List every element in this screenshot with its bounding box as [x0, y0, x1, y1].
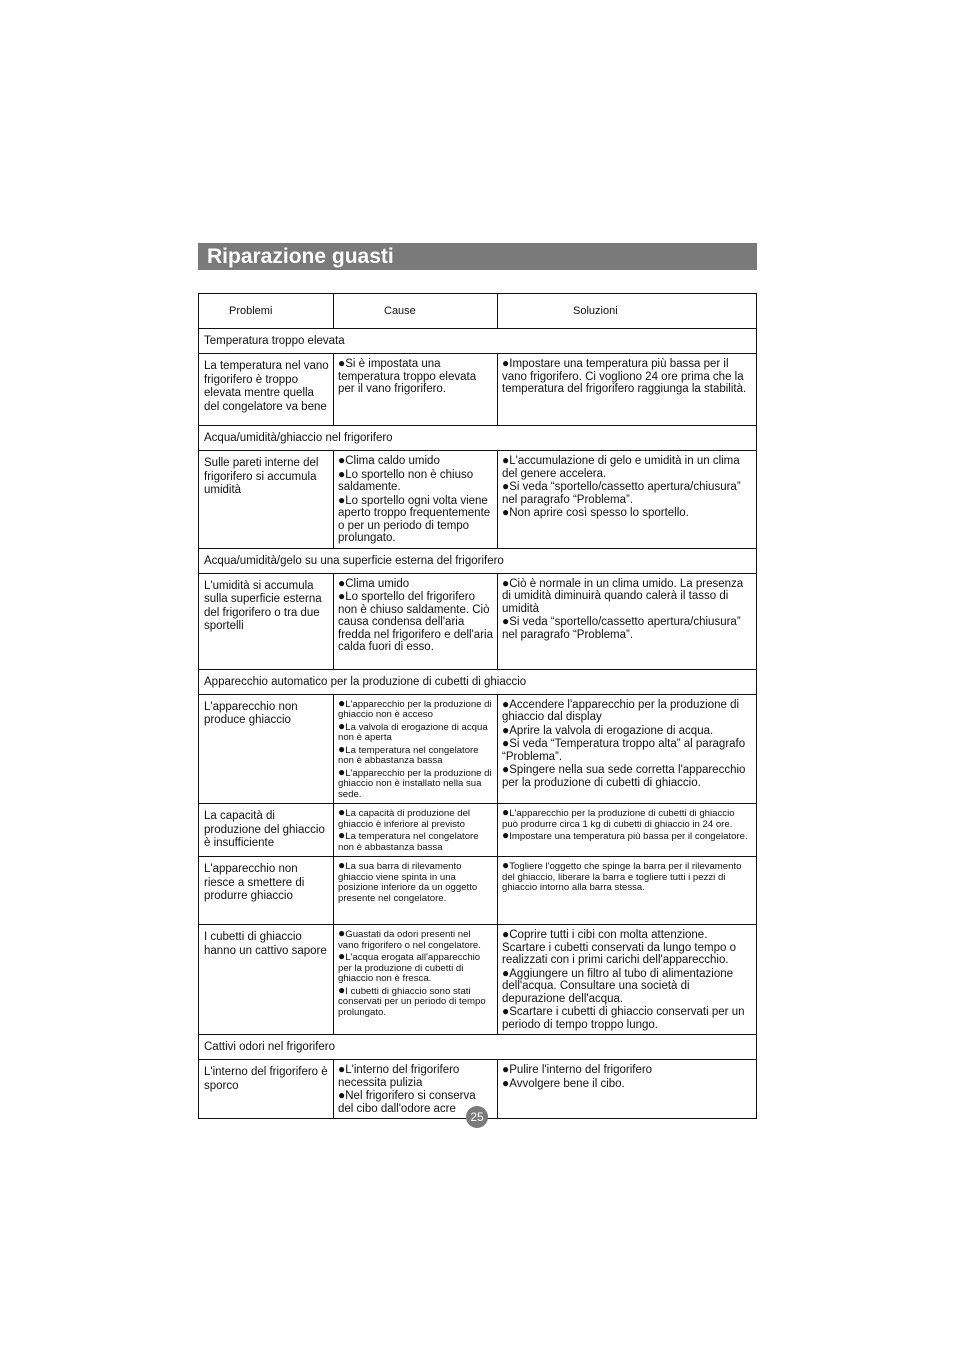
list-item-text: L'apparecchio per la produzione di ghiaccio non è acceso: [338, 698, 492, 720]
list-item: [338, 764, 493, 801]
causes-cell: [334, 695, 498, 804]
section-title: Acqua/umidità/ghiaccio nel frigorifero: [204, 432, 393, 444]
list-item: [338, 454, 493, 468]
causes-cell: [334, 925, 498, 1034]
list-item-text: Impostare una temperatura più bassa per il congelatore.: [509, 831, 748, 842]
list-item: [338, 468, 493, 494]
causes-cell: [334, 804, 498, 856]
table-row: [199, 353, 756, 425]
list-item-text: Nel frigorifero si conserva del cibo dall'odore acre: [338, 1090, 476, 1115]
list-item-text: La temperatura nel congelatore non è abbastanza bassa: [338, 831, 479, 853]
list-item-text: Si veda “sportello/cassetto apertura/chiusura” nel paragrafo “Problema”.: [502, 616, 741, 641]
list-item: [338, 718, 493, 744]
bullet-icon: ●: [338, 805, 346, 819]
list-item-text: Scartare i cubetti di ghiaccio conservati per un periodo di tempo troppo lungo.: [502, 1006, 745, 1031]
list-item-text: La sua barra di rilevamento ghiaccio viene spinta in una posizione inferiore da un oggetto presente nel congelatore.: [338, 861, 478, 904]
title-bar: [198, 243, 757, 270]
list-item: [338, 982, 493, 1019]
list-item: [502, 480, 752, 506]
bullet-icon: ●: [502, 805, 510, 819]
problem-cell: L'umidità si accumula sulla superficie esterna del frigorifero o tra due sportelli: [199, 574, 334, 669]
bullet-icon: ●: [502, 828, 510, 842]
list-item-text: Spingere nella sua sede corretta l'apparecchio per la produzione di cubetti di ghiaccio.: [502, 764, 746, 789]
bullet-icon: ●: [502, 762, 510, 776]
problem-cell: Sulle pareti interne del frigorifero si accumula umidità: [199, 451, 334, 548]
list-item-text: La temperatura nel congelatore non è abbastanza bassa: [338, 744, 479, 766]
page-number: 25: [466, 1106, 488, 1128]
list-item-text: Coprire tutti i cibi con molta attenzione. Scartare i cubetti conservati da lungo tempo o realizzati con i primi carichi dell'apparecchio.: [502, 929, 736, 966]
bullet-icon: ●: [502, 1062, 510, 1076]
header-solutions: Soluzioni: [573, 305, 618, 317]
list-item-text: Si veda “Temperatura troppo alta” al paragrafo “Problema”.: [502, 738, 746, 763]
list-item-text: L'apparecchio per la produzione di ghiaccio non è installato nella sua sede.: [338, 767, 492, 800]
table-header-row: [199, 294, 756, 328]
list-item: [338, 741, 493, 767]
solutions-cell: [498, 354, 756, 425]
problem-cell: L'apparecchio non produce ghiaccio: [199, 695, 334, 804]
list-item: [502, 1063, 752, 1077]
causes-cell: [334, 354, 498, 425]
list-item-text: Accendere l'apparecchio per la produzione di ghiaccio dal display: [502, 698, 740, 723]
bullet-icon: ●: [502, 1004, 510, 1018]
bullet-icon: ●: [338, 926, 346, 940]
problem-cell: La temperatura nel vano frigorifero è troppo elevata mentre quella del congelatore va bene: [199, 354, 334, 425]
list-item: [502, 615, 752, 641]
list-item: [338, 860, 493, 904]
list-item: [338, 807, 493, 830]
list-item: [338, 951, 493, 985]
list-item-text: Clima umido: [345, 577, 410, 590]
list-item-text: La capacità di produzione del ghiaccio è inferiore al previsto: [338, 808, 471, 830]
bullet-icon: ●: [338, 695, 346, 710]
bullet-icon: ●: [338, 453, 346, 467]
bullet-icon: ●: [502, 453, 510, 467]
page-title: Riparazione guasti: [207, 245, 394, 268]
section-title: Acqua/umidità/gelo su una superficie esterna del frigorifero: [204, 554, 504, 567]
section-title: Cattivi odori nel frigorifero: [204, 1041, 336, 1053]
list-item: [502, 807, 752, 830]
bullet-icon: ●: [502, 505, 510, 519]
section-row: [199, 1034, 756, 1059]
list-item-text: Impostare una temperatura più bassa per il vano frigorifero. Ci vogliono 24 ore prima che la temperatura del frigorifero raggiunga la stabilità.: [502, 358, 747, 395]
list-item: [338, 830, 493, 853]
list-item-text: I cubetti di ghiaccio sono stati conservati per un periodo di tempo prolungato.: [338, 985, 486, 1018]
bullet-icon: ●: [338, 492, 346, 507]
list-item-text: Pulire l'interno del frigorifero: [509, 1064, 653, 1076]
list-item-text: Si veda “sportello/cassetto apertura/chiusura” nel paragrafo “Problema”.: [502, 481, 741, 506]
list-item: [502, 860, 752, 894]
table-row: [199, 573, 756, 669]
list-item-text: Clima caldo umido: [345, 455, 440, 467]
bullet-icon: ●: [338, 356, 346, 370]
solutions-cell: [498, 574, 756, 669]
bullet-icon: ●: [338, 982, 346, 997]
solutions-cell: [498, 695, 756, 804]
bullet-icon: ●: [502, 696, 510, 711]
bullet-icon: ●: [502, 858, 510, 872]
list-item-text: L'interno del frigorifero necessita pulizia: [338, 1064, 460, 1089]
header-problems: Problemi: [199, 294, 334, 328]
list-item: [502, 1077, 752, 1091]
table-row: [199, 924, 756, 1034]
bullet-icon: ●: [338, 589, 346, 603]
list-item: [338, 1063, 493, 1089]
problem-cell: La capacità di produzione del ghiaccio è insufficiente: [199, 804, 334, 856]
list-item-text: Si è impostata una temperatura troppo elevata per il vano frigorifero.: [338, 358, 477, 395]
list-item: [502, 928, 752, 967]
list-item: [502, 967, 752, 1006]
list-item: [502, 357, 752, 396]
list-item-text: L'accumulazione di gelo e umidità in un clima del genere accelera.: [502, 455, 740, 480]
list-item: [502, 1005, 752, 1031]
problem-cell: I cubetti di ghiaccio hanno un cattivo sapore: [199, 925, 334, 1034]
list-item-text: Ciò è normale in un clima umido. La presenza di umidità diminuirà quando calerà il tasso di umidità: [502, 577, 744, 615]
list-item-text: Lo sportello ogni volta viene aperto troppo frequentemente o per un periodo di tempo prolungato.: [338, 494, 491, 544]
bullet-icon: ●: [338, 718, 346, 733]
list-item: [502, 506, 752, 520]
table-row: [199, 803, 756, 856]
list-item: [502, 724, 752, 738]
list-item-text: Guastati da odori presenti nel vano frigorifero o nel congelatore.: [338, 929, 481, 951]
list-item-text: Lo sportello non è chiuso saldamente.: [338, 468, 474, 493]
list-item-text: Non aprire così spesso lo sportello.: [509, 507, 689, 519]
section-title: Temperatura troppo elevata: [204, 335, 345, 347]
list-item: [338, 695, 493, 721]
table-row: [199, 856, 756, 924]
list-item: [502, 830, 752, 843]
bullet-icon: ●: [338, 858, 346, 872]
list-item-text: Aprire la valvola di erogazione di acqua.: [509, 724, 714, 737]
bullet-icon: ●: [502, 965, 510, 980]
list-item-text: L'acqua erogata all'apparecchio per la produzione di cubetti di ghiaccio non è fresca.: [338, 952, 481, 984]
bullet-icon: ●: [502, 575, 510, 590]
bullet-icon: ●: [502, 356, 510, 370]
section-row: [199, 328, 756, 353]
section-row: [199, 669, 756, 694]
list-item-text: L'apparecchio per la produzione di cubetti di ghiaccio può produrre circa 1 kg di cubetti di ghiaccio in 24 ore.: [502, 808, 735, 830]
bullet-icon: ●: [502, 479, 510, 493]
section-row: [199, 425, 756, 450]
bullet-icon: ●: [502, 722, 510, 737]
bullet-icon: ●: [338, 1088, 346, 1102]
problem-cell: L'interno del frigorifero è sporco: [199, 1060, 334, 1118]
list-item: [502, 763, 752, 789]
bullet-icon: ●: [338, 949, 346, 963]
table-row: [199, 694, 756, 804]
bullet-icon: ●: [338, 828, 346, 842]
solutions-cell: [498, 925, 756, 1034]
list-item: [338, 494, 493, 545]
list-item: [502, 698, 752, 724]
causes-cell: [334, 451, 498, 548]
list-item-text: Togliere l'oggetto che spinge la barra per il rilevamento del ghiaccio, liberare la barra e togliere tutti i pezzi di ghiaccio intorno alla barra stessa.: [502, 861, 742, 893]
list-item-text: Aggiungere un filtro al tubo di alimentazione dell'acqua. Consultare una società di depurazione dell'acqua.: [502, 967, 734, 1005]
causes-cell: [334, 574, 498, 669]
header-causes: Cause: [334, 294, 498, 328]
bullet-icon: ●: [502, 1075, 510, 1090]
list-item: [338, 928, 493, 951]
section-title: Apparecchio automatico per la produzione di cubetti di ghiaccio: [204, 675, 527, 688]
solutions-cell: [498, 804, 756, 856]
list-item: [338, 577, 493, 591]
problem-cell: L'apparecchio non riesce a smettere di produrre ghiaccio: [199, 857, 334, 924]
list-item: [338, 357, 493, 396]
solutions-cell: [498, 451, 756, 548]
troubleshooting-table: [198, 293, 757, 1119]
bullet-icon: ●: [338, 741, 346, 756]
bullet-icon: ●: [338, 1062, 346, 1076]
bullet-icon: ●: [338, 575, 346, 590]
section-row: [199, 548, 756, 573]
bullet-icon: ●: [338, 466, 346, 481]
list-item: [502, 737, 752, 763]
list-item-text: Lo sportello del frigorifero non è chiuso saldamente. Ciò causa condensa dell'aria fredda nel frigorifero e dell'aria calda fuori di esso.: [338, 591, 493, 653]
causes-cell: [334, 857, 498, 924]
list-item: [502, 577, 752, 616]
bullet-icon: ●: [502, 614, 510, 628]
solutions-cell: [498, 857, 756, 924]
bullet-icon: ●: [338, 764, 346, 779]
list-item-text: La valvola di erogazione di acqua non è aperta: [338, 721, 488, 743]
list-item: [338, 590, 493, 654]
solutions-cell: [498, 1060, 756, 1118]
bullet-icon: ●: [502, 736, 510, 750]
bullet-icon: ●: [502, 927, 510, 941]
list-item: [502, 454, 752, 480]
table-row: [199, 450, 756, 548]
list-item-text: Avvolgere bene il cibo.: [509, 1077, 625, 1090]
